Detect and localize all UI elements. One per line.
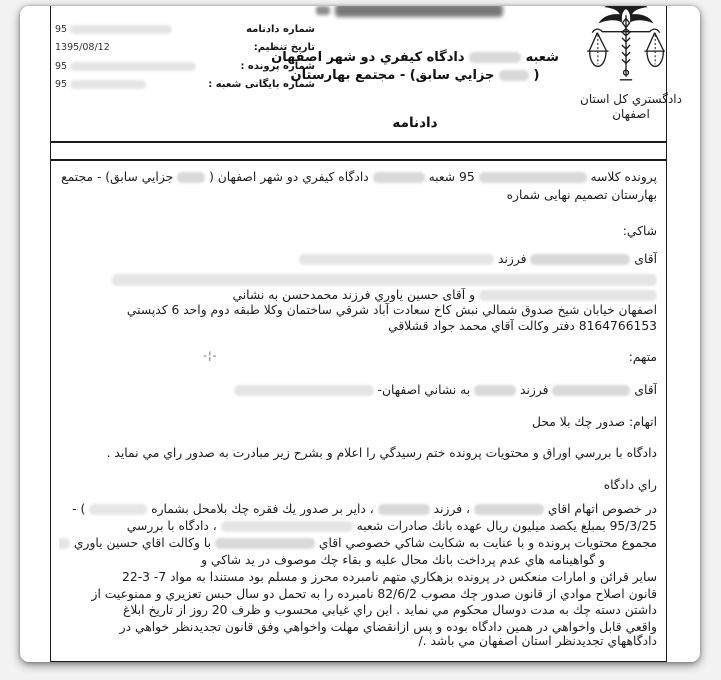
redaction: [469, 52, 521, 63]
org-name-line2: اصفهان: [612, 107, 650, 121]
field-value: 95: [55, 61, 196, 72]
court-name: [255, 49, 575, 84]
body-text: به نشاني اصفهان-: [377, 383, 471, 397]
body-line: [59, 553, 657, 568]
body-text: ، دادگاه با بررسي: [126, 519, 217, 533]
body-line: [59, 446, 657, 461]
body-lines: [51, 160, 666, 661]
body-line: [59, 536, 657, 551]
body-text: ، دایر بر صدور یك فقره چك بلامحل بشماره: [151, 502, 374, 516]
body-line: [59, 252, 657, 267]
redaction: [177, 172, 205, 183]
body-box: [50, 159, 667, 662]
body-line: [59, 603, 657, 618]
body-line: [59, 272, 657, 287]
body-text: فرزند: [498, 252, 527, 266]
body-text: دادگاه کیفري دو شهر اصفهان (: [209, 170, 369, 184]
field-label: شماره پرونده :: [240, 60, 315, 72]
body-text: 95: [459, 170, 475, 184]
body-line: [59, 170, 657, 185]
body-text: فرزند: [520, 383, 549, 397]
redaction: [70, 62, 196, 71]
field-label: تاریخ تنظیم:: [253, 42, 315, 53]
body-text: آقای: [634, 252, 657, 266]
court-name-line1: شعبه دادگاه کیفري دو شهر اصفهان: [271, 50, 559, 65]
body-text: جزایي سابق) - مجتمع: [61, 170, 174, 184]
redaction: [479, 172, 587, 183]
body-line: [59, 478, 657, 493]
body-line: [59, 319, 657, 334]
doc-title: دادنامه: [392, 115, 438, 131]
redaction: [552, 385, 630, 396]
body-text: سایر قرائن و امارات منعکس در پرونده بزهکاري متهم نامبرده محرز و مسلم بود مستندا به مواد: [170, 570, 657, 584]
cursor-artifact: -¦-: [203, 349, 218, 362]
redaction: [70, 80, 146, 89]
body-text: قانون اصلاح موادي از قانون صدور چك مصوب 82/6/2 نامبرده را به تحمل دو سال حبس تعزیري و ممنوعیت از: [91, 587, 657, 601]
field-label: شماره دادنامه: [246, 23, 315, 35]
redaction: [474, 504, 544, 515]
body-text: راي دادگاه: [603, 478, 657, 492]
court-name-line2: ( جزایي سابق) - مجتمع بهارستان: [290, 67, 540, 83]
redaction: [299, 254, 494, 265]
redaction: [70, 25, 172, 34]
body-text: واقعي قابل واخواهي در همین دادگاه بوده و پس ازانقضاي مهلت واخواهي وفق قانون تجدیدنظر خواهي در: [119, 620, 657, 634]
body-text: متهم:: [628, 350, 657, 364]
field-value: 95: [55, 79, 146, 90]
body-line: [59, 519, 657, 534]
field-row: [55, 22, 315, 36]
redaction: [499, 70, 529, 81]
field-value: 95: [55, 24, 172, 35]
body-text: 8164766153 دفتر وکالت آقاي محمد جواد قشلاقي: [388, 319, 657, 333]
body-line: [59, 188, 657, 203]
redaction: [89, 504, 147, 515]
empty-band-row: [50, 141, 667, 161]
body-text: شعبه: [428, 170, 456, 184]
body-text: پرونده کلاسه: [590, 170, 657, 184]
redaction: [474, 385, 516, 396]
body-text: دادگاههاي تجدیدنظر استان اصفهان مي باشد: [430, 634, 657, 648]
body-text: 22-3: [122, 570, 150, 584]
redaction: [59, 538, 70, 549]
field-label: شماره بایگانی شعبه :: [208, 79, 315, 90]
body-line: [59, 350, 657, 365]
body-text: اتهام: صدور چك بلا محل: [532, 415, 657, 429]
body-text: 95/3/25 بمبلغ یکصد میلیون ریال عهده بانك صادرات شعبه: [356, 519, 657, 533]
body-text: ، فرزند: [433, 502, 470, 516]
body-line: [59, 587, 657, 602]
body-text: داشتن دسته چك به مدت دوسال محکوم مي نماید . این راي غیابي محسوب و ظرف 20 روز از تاریخ ابلاغ: [123, 603, 657, 617]
redaction: [234, 385, 374, 396]
body-text: -7: [153, 570, 167, 584]
redaction: [112, 274, 657, 286]
redaction: [479, 290, 657, 301]
field-value: 1395/08/12: [55, 42, 110, 53]
body-line: [59, 620, 657, 635]
redaction: [215, 538, 315, 549]
body-text: اصفهان خیابان شیخ صدوق شمالي نبش کاخ سعادت آباد شرقي ساختمان وکلا طبقه دوم واحد 6 کدپستي: [126, 303, 657, 317]
body-text: در خصوص اتهام اقاي: [547, 502, 657, 516]
body-line: [59, 303, 657, 318]
body-line: [59, 383, 657, 398]
body-text: مجموع محتویات پرونده و با عنایت به شکایت شاکي خصوصي اقاي: [318, 536, 657, 550]
body-line: [59, 634, 657, 649]
body-line: [59, 502, 657, 517]
body-line: [59, 224, 657, 239]
body-text: آقای: [634, 383, 657, 397]
body-line: [59, 570, 657, 585]
scanned-page: [20, 6, 700, 662]
body-line: [59, 415, 657, 430]
body-text: - (: [72, 502, 86, 516]
redaction: [373, 172, 425, 183]
org-name-line1: دادگستري کل استان: [580, 92, 682, 106]
body-text: دادگاه با بررسي اوراق و محتویات پرونده ختم رسیدگي را اعلام و بشرح زیر مبادرت به صدور راي مي نماید .: [106, 446, 657, 460]
body-text: با وکالت اقاي حسین یاوري: [73, 536, 212, 550]
body-text: شاکي:: [622, 224, 657, 238]
redaction: [530, 254, 630, 265]
body-text: و گواهینامه هاي عدم پرداخت بانك محال علیه و بقاء چك موصوف در ید شاکي و: [201, 553, 605, 567]
body-text: /.: [418, 634, 427, 648]
body-text: بهارستان تصمیم نهایی شماره: [506, 188, 657, 202]
body-line: [59, 288, 657, 303]
body-text: و آقای حسین یاوري فرزند محمدحسن به نشاني: [232, 288, 476, 302]
redaction: [378, 504, 430, 515]
redaction: [221, 521, 353, 532]
